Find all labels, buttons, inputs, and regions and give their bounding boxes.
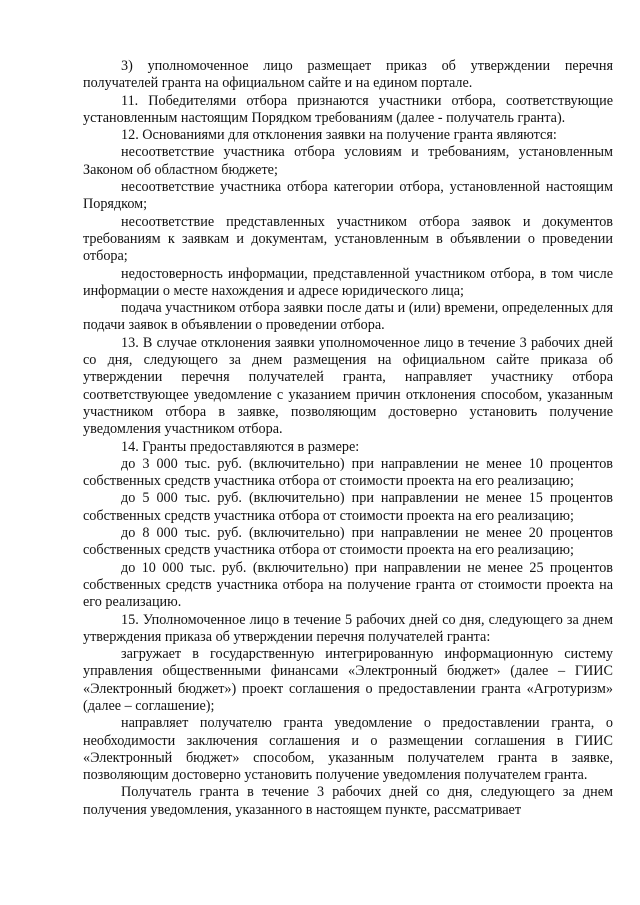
paragraph-2: 11. Победителями отбора признаются участники отбора, соответствующие установленным настоящим Порядком требованиям (далее - получатель гранта).: [83, 92, 613, 126]
document-page: [83, 58, 613, 819]
paragraph-15: 15. Уполномоченное лицо в течение 5 рабочих дней со дня, следующего за днем утверждения приказа об утверждении перечня получателей гранта:: [83, 611, 613, 645]
paragraph-1: 3) уполномоченное лицо размещает приказ об утверждении перечня получателей гранта на официальном сайте и на едином портале.: [83, 58, 613, 92]
paragraph-6: несоответствие представленных участником отбора заявок и документов требованиям к заявкам и документам, установленным в объявлении о проведении отбора;: [83, 213, 613, 265]
paragraph-17: направляет получателю гранта уведомление о предоставлении гранта, о необходимости заключения соглашения и о размещении соглашения в ГИИС «Электронный бюджет» способом, указанным получателем гранта в заявке, позволяющим достоверно установить получение уведомления получателем гранта.: [83, 715, 613, 784]
paragraph-13: до 8 000 тыс. руб. (включительно) при направлении не менее 20 процентов собственных средств участника отбора от стоимости проекта на его реализацию;: [83, 525, 613, 559]
paragraph-5: несоответствие участника отбора категории отбора, установленной настоящим Порядком;: [83, 179, 613, 213]
paragraph-9: 13. В случае отклонения заявки уполномоченное лицо в течение 3 рабочих дней со дня, следующего за днем размещения на официальном сайте приказа об утверждении перечня получателей гранта, направляет участнику отбора соответствующее уведомление с указанием причин отклонения способом, указанным участником отбора в заявке, позволяющим достоверно установить получение уведомления участником отбора.: [83, 334, 613, 438]
paragraph-10: 14. Гранты предоставляются в размере:: [121, 438, 360, 455]
paragraph-12: до 5 000 тыс. руб. (включительно) при направлении не менее 15 процентов собственных средств участника отбора от стоимости проекта на его реализацию;: [83, 490, 613, 524]
paragraph-3: 12. Основаниями для отклонения заявки на получение гранта являются:: [121, 127, 557, 144]
paragraph-8: подача участником отбора заявки после даты и (или) времени, определенных для подачи заявок в объявлении о проведении отбора.: [83, 300, 613, 334]
paragraph-14: до 10 000 тыс. руб. (включительно) при направлении не менее 25 процентов собственных средств участника отбора на получение гранта от стоимости проекта на его реализацию.: [83, 559, 613, 611]
paragraph-16: загружает в государственную интегрированную информационную систему управления общественными финансами «Электронный бюджет» (далее – ГИИС «Электронный бюджет») проект соглашения о предоставлении гранта «Агротуризм» (далее – соглашение);: [83, 646, 613, 714]
paragraph-7: недостоверность информации, представленной участником отбора, в том числе информации о месте нахождения и адресе юридического лица;: [83, 265, 613, 299]
paragraph-18: Получатель гранта в течение 3 рабочих дней со дня, следующего за днем получения уведомления, указанного в настоящем пункте, рассматривает: [83, 784, 613, 818]
paragraph-11: до 3 000 тыс. руб. (включительно) при направлении не менее 10 процентов собственных средств участника отбора от стоимости проекта на его реализацию;: [83, 455, 613, 490]
paragraph-4: несоответствие участника отбора условиям и требованиям, установленным Законом об областном бюджете;: [83, 144, 613, 178]
